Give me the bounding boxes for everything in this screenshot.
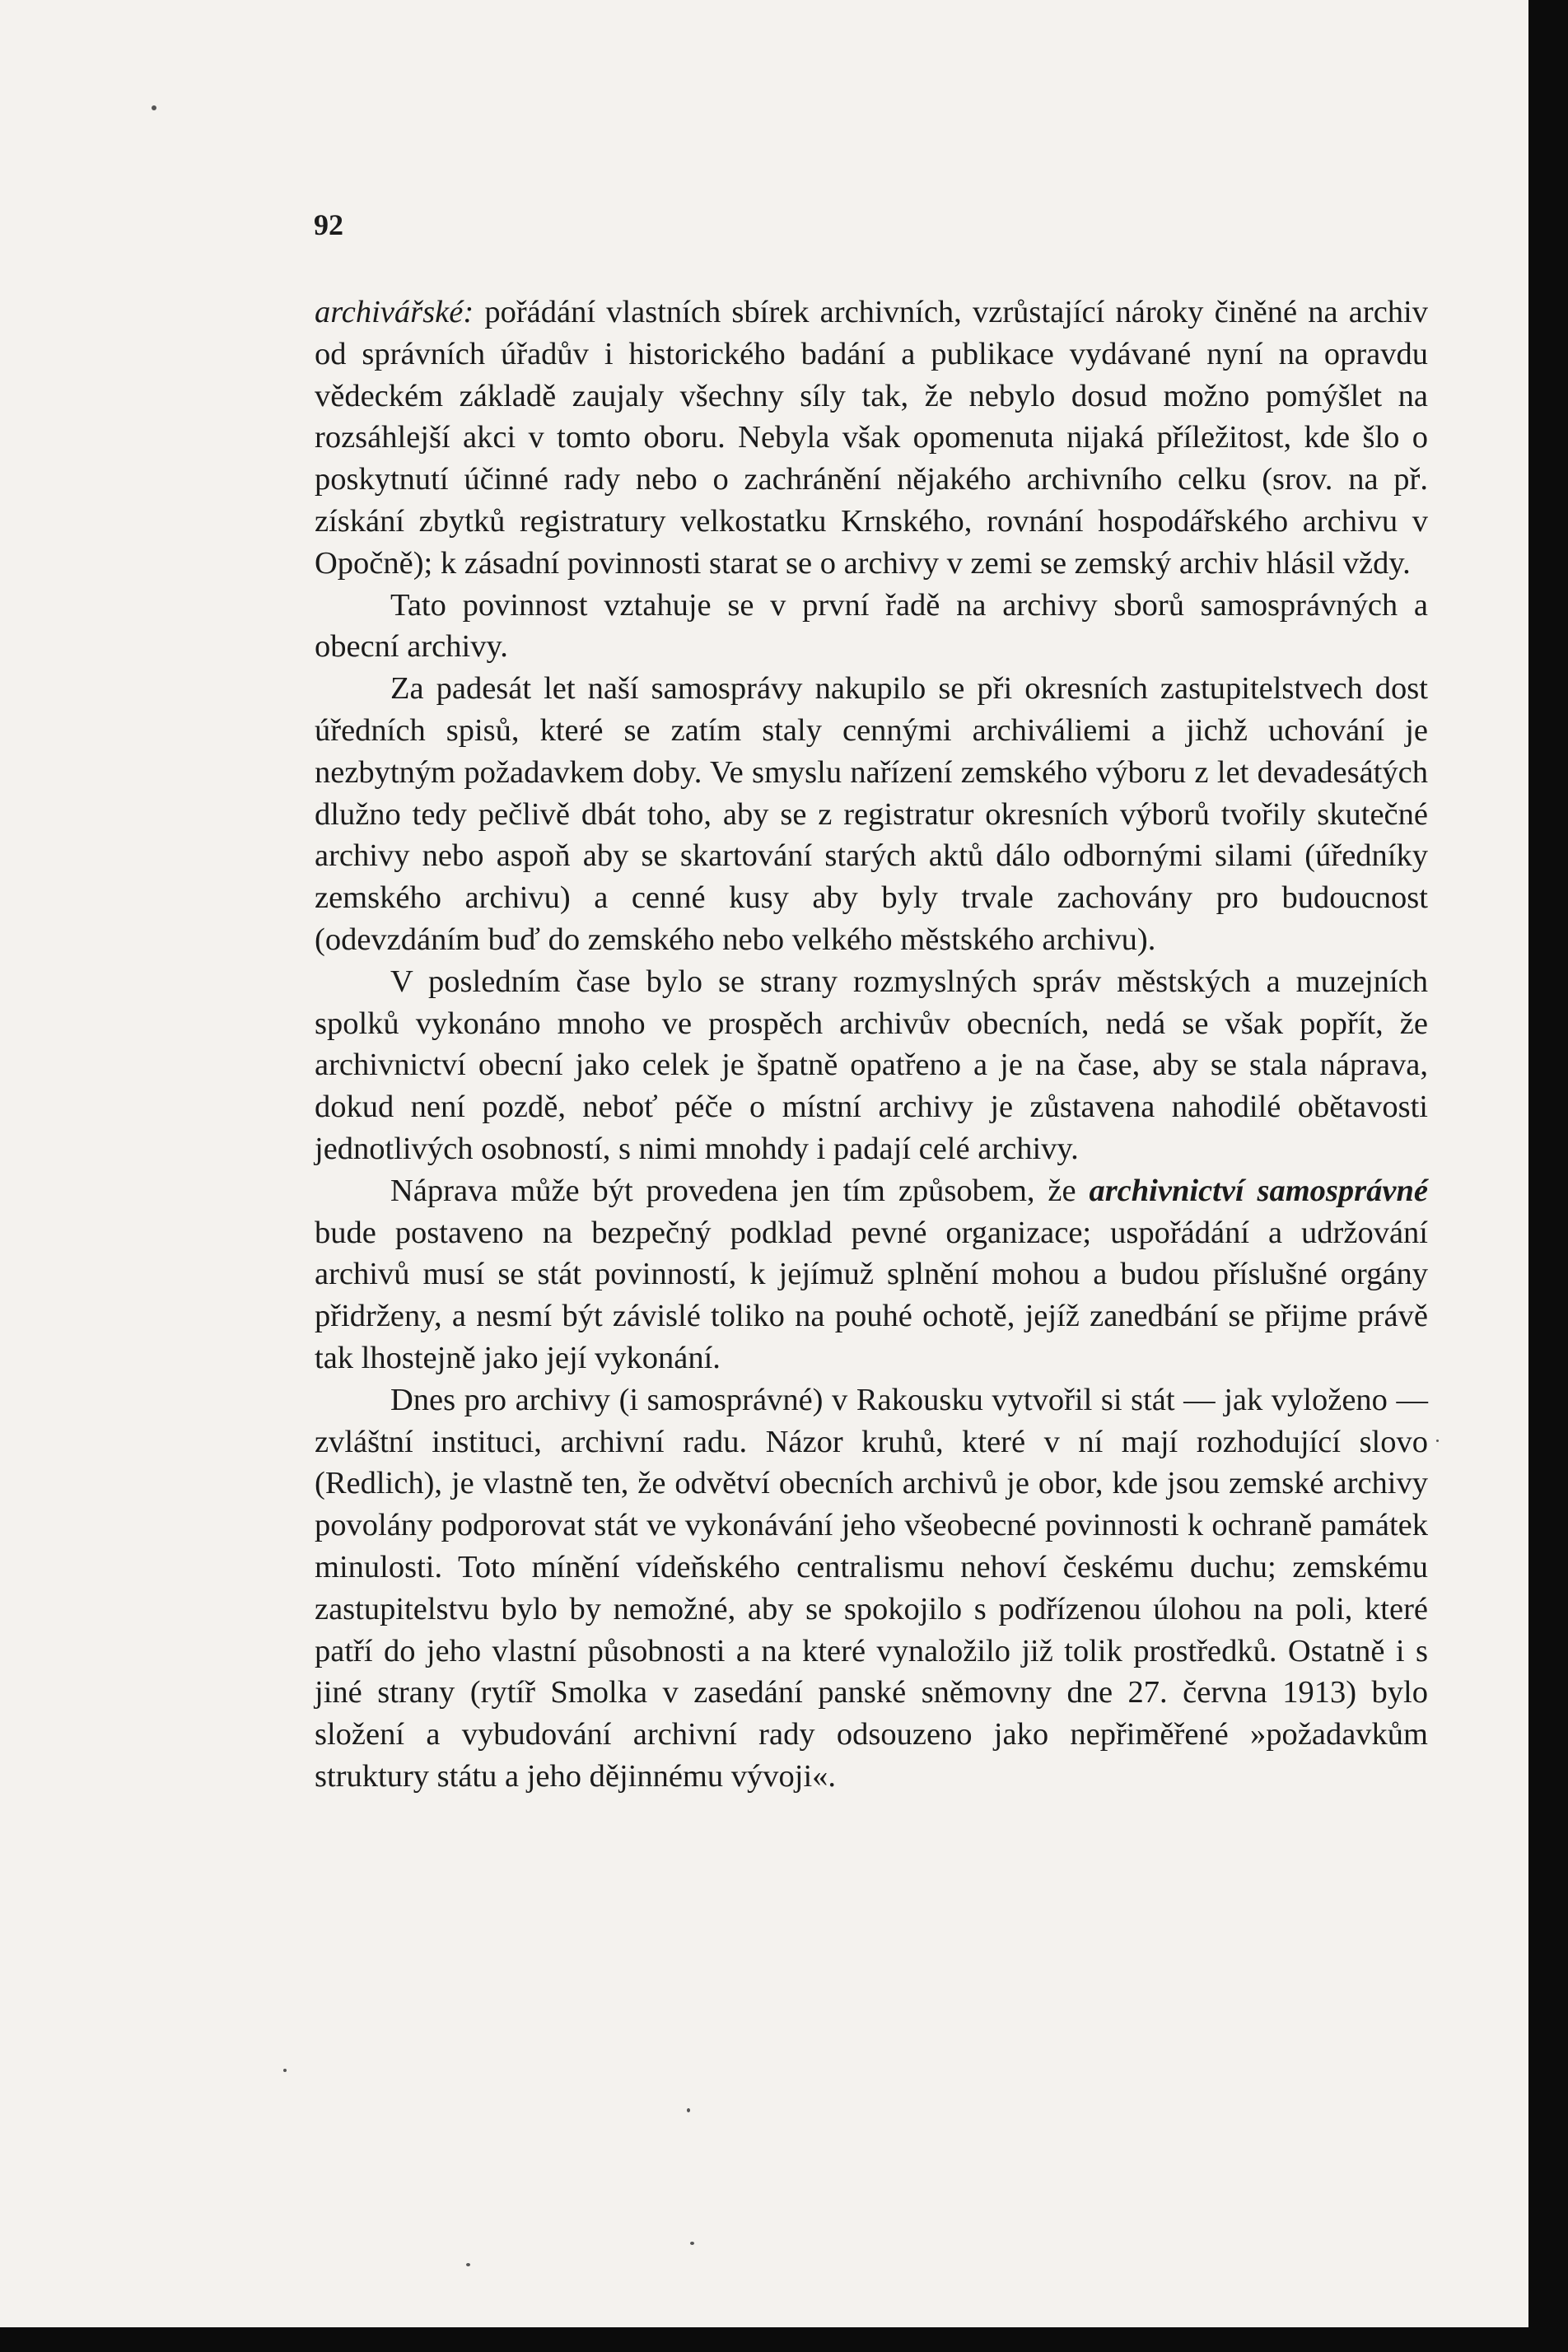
paragraph-4: V posledním čase bylo se strany rozmyslných správ městských a muzejních spolků vykonáno mnoho ve prospěch archivův obecních, nedá se však popřít, že archivnictví obecní jako celek je špatně opatřeno a je na čase, aby se stala náprava, dokud není pozdě, neboť péče o místní archivy je zůstavena nahodilé obětavosti jednotlivých osobností, s nimi mnohdy i padají celé archivy. (315, 964, 1428, 1166)
paragraph-2: Tato povinnost vztahuje se v první řadě na archivy sborů samosprávných a obecní archivy. (315, 587, 1428, 665)
paragraph-5-emphasis: archivnictví samosprávné (1089, 1173, 1428, 1208)
scan-edge-right (1528, 0, 1568, 2352)
body-text (315, 292, 1428, 1798)
paragraph-1 (315, 292, 1428, 585)
paper-speck (283, 2069, 287, 2072)
paragraph-1-lead-italic: archivářské: (315, 295, 474, 329)
paper-speck (690, 2242, 694, 2245)
paper-speck (687, 2108, 690, 2112)
paragraph-3: Za padesát let naší samosprávy nakupilo se při okresních zastupitelstvech dost úředních spisů, které se zatím staly cennými archiváliemi a jichž uchování je nezbytným požadavkem doby. Ve smyslu nařízení zemského výboru z let devadesátých dlužno tedy pečlivě dbát toho, aby se z registratur okresních výborů tvořily skutečné archivy nebo aspoň aby se skartování starých aktů dálo odbornými silami (úředníky zemského archivu) a cenné kusy aby byly trvale zachovány pro budoucnost (odevzdáním buď do zemského nebo velkého městského archivu). (315, 671, 1428, 957)
paragraph-6: Dnes pro archivy (i samosprávné) v Rakousku vytvořil si stát — jak vyloženo — zvláštní instituci, archivní radu. Názor kruhů, které v ní mají rozhodující slovo (Redlich), je vlastně ten, že odvětví obecních archivů je obor, kde jsou zemské archivy povolány podporovat stát ve vykonávání jeho všeobecné povinnosti k ochraně památek minulosti. Toto mínění vídeňského centralismu nehoví českému duchu; zemskému zastupitelstvu bylo by nemožné, aby se spokojilo s podřízenou úlohou na poli, které patří do jeho vlastní působnosti a na které vynaložilo již tolik prostředků. Ostatně i s jiné strany (rytíř Smolka v zasedání panské sněmovny dne 27. června 1913) bylo složení a vybudování archivní rady odsouzeno jako nepřiměřené »požadavkům struktury státu a jeho dějinnému vývoji«. (315, 1382, 1428, 1794)
paragraph-5-text-after: bude postaveno na bezpečný podklad pevné organizace; uspořádání a udržování archivů musí se stát povinností, k jejímuž splnění mohou a budou příslušné orgány přidrženy, a nesmí být závislé toliko na pouhé ochotě, jejíž zanedbání se přijme právě tak lhostejně jako její vykonání. (315, 1215, 1428, 1375)
scan-edge-bottom (0, 2327, 1568, 2352)
paper-speck (1436, 1440, 1439, 1442)
paper-speck (152, 105, 156, 110)
paper-speck (466, 2263, 470, 2266)
page-number: 92 (314, 208, 343, 241)
paragraph-5-text-before: Náprava může být provedena jen tím způsobem, že (390, 1173, 1090, 1208)
paragraph-1-text: pořádání vlastních sbírek archivních, vzrůstající nároky činěné na archiv od správních úřadův i historického badání a publikace vydávané nyní na opravdu vědeckém základě zaujaly všechny síly tak, že nebylo dosud možno pomýšlet na rozsáhlejší akci v tomto oboru. Nebyla však opomenuta nijaká příležitost, kde šlo o poskytnutí účinné rady nebo o zachránění nějakého archivního celku (srov. na př. získání zbytků registratury velkostatku Krnského, rovnání hospodářského archivu v Opočně); k zásadní povinnosti starat se o archivy v zemi se zemský archiv hlásil vždy. (315, 295, 1428, 581)
paragraph-5 (315, 1170, 1428, 1379)
